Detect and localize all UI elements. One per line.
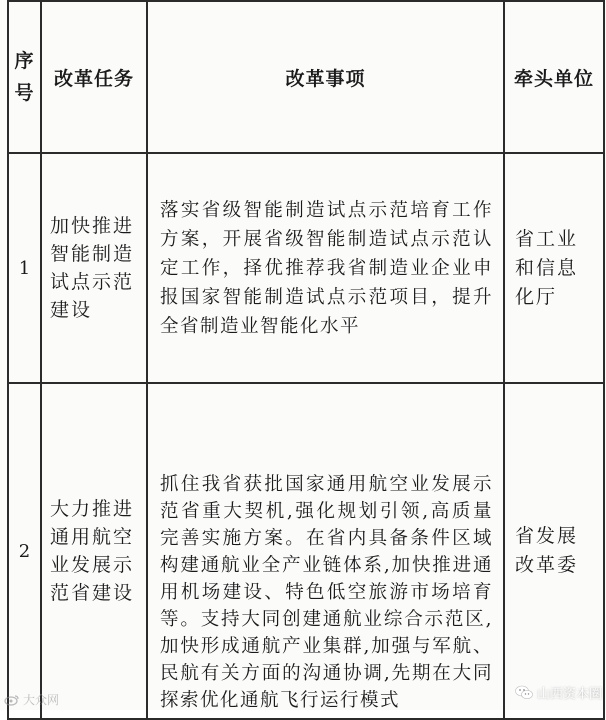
row-reform-task: 加快推进智能制造试点示范建设 [41, 153, 147, 383]
watermark-right-text: 山西资本圈 [536, 687, 602, 702]
header-lead-unit: 牵头单位 [504, 1, 604, 153]
table-header-row [8, 1, 604, 153]
wechat-logo-icon [515, 685, 533, 700]
watermark-right [515, 683, 602, 702]
row-serial-number: 1 [8, 153, 41, 383]
header-reform-item: 改革事项 [147, 1, 504, 153]
weibo-logo-icon [4, 694, 20, 706]
header-reform-task: 改革任务 [41, 1, 147, 153]
reform-table [7, 0, 605, 720]
watermark-left-text: 大众网 [23, 693, 60, 707]
header-serial-number: 序号 [8, 1, 41, 153]
table-row [8, 383, 604, 719]
row-reform-item: 落实省级智能制造试点示范培育工作方案，开展省级智能制造试点示范认定工作，择优推荐我省制造业企业申报国家智能制造试点示范项目，提升全省制造业智能化水平 [147, 153, 504, 383]
row-serial-number: 2 [8, 383, 41, 719]
row-lead-unit: 省工业和信息化厅 [504, 153, 604, 383]
row-lead-unit: 省发展改革委 [504, 383, 604, 719]
table-row [8, 153, 604, 383]
row-reform-task: 大力推进通用航空业发展示范省建设 [41, 383, 147, 719]
row-reform-item: 抓住我省获批国家通用航空业发展示范省重大契机,强化规划引领,高质量完善实施方案。在省内具备条件区域构建通航业全产业链体系,加快推进通用机场建设、特色低空旅游市场培育等。支持大同创建通航业综合示范区,加快形成通航产业集群,加强与军航、民航有关方面的沟通协调,先期在大同探索优化通航飞行运行模式 [147, 383, 504, 719]
watermark-left [4, 691, 59, 708]
